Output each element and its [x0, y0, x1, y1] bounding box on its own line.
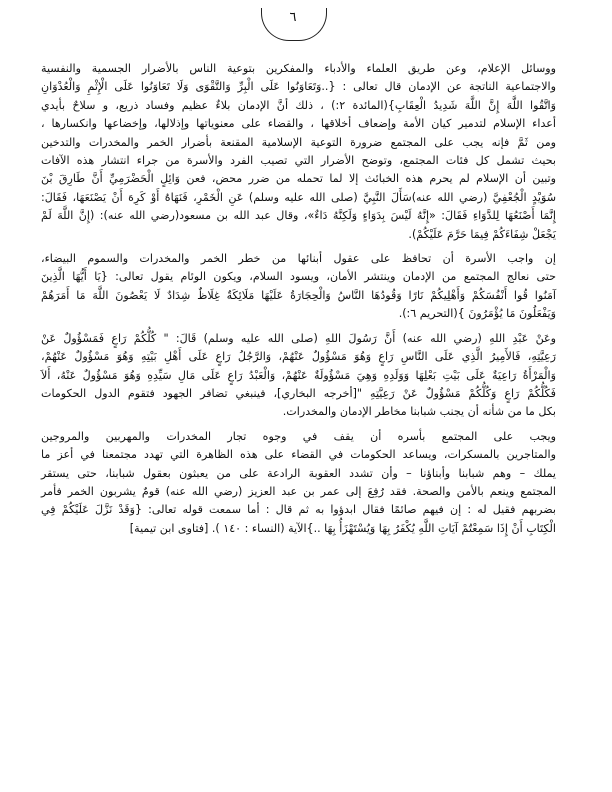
text-line: ويجب على المجتمع بأسره أن يقف في وجوه تجار المخدرات والمهربين والمروجين: [41, 429, 556, 443]
text-line: سُوَيْدٍ الْجُعْفِيَّ (رضي الله عنه)سَأَلَ النَّبِيَّ (صلى الله عليه وسلم) عَنِ الْخَمْرِ، فَنَهَاهُ أَوْ كَرِهَ أَنْ يَصْنَعَهَا، فَقَالَ:: [41, 190, 556, 204]
text-line: ووسائل الإعلام، وعن طريق العلماء والأدباء والمفكرين بتوعية الناس بالأضرار الجسمية والنفسية: [41, 62, 556, 75]
page-number: ٦: [289, 10, 297, 25]
text-line: آمَنُوا قُوا أَنْفُسَكُمْ وَأَهْلِيكُمْ نَارًا وَقُودُهَا النَّاسُ وَالْحِجَارَةُ عَلَيْهَا مَلَائِكَةٌ غِلَاظٌ شِدَادٌ لَا يَعْصُونَ اللَّهَ مَا أَمَرَهُمْ: [41, 288, 556, 302]
text-line: بحيث تشمل كل فئات المجتمع، وتوضح الأضرار التي تصيب الفرد والأسرة من جراء انتشار هذه الآفات: [41, 154, 556, 168]
paragraph-1: [41, 60, 572, 244]
text-line: إن واجب الأسرة أن تحافظ على عقول أبنائها من خطر الخمر والمخدرات والسموم البيضاء،: [41, 252, 556, 266]
text-line: وَالْمَرْأَةُ رَاعِيَةٌ عَلَى بَيْتِ بَعْلِهَا وَوَلَدِهِ وَهِيَ مَسْؤُولَةٌ عَنْهُمْ، وَالْعَبْدُ رَاعٍ عَلَى مَالِ سَيِّدِهِ وَهُوَ مَسْؤُولٌ عَنْهُ، أَلاَ: [41, 368, 556, 382]
text-line: رَعِيَّتِهِ، فَالأَمِيرُ الَّذِي عَلَى النَّاسِ رَاعٍ وَهُوَ مَسْؤُولٌ عَنْهُمْ، وَالرَّجُلُ رَاعٍ عَلَى أَهْلِ بَيْتِهِ وَهُوَ مَسْؤُولٌ عَنْهُمْ،: [41, 350, 556, 364]
text-line: يَجْعَلْ شِفَاءَكُمْ فِيمَا حَرَّمَ عَلَيْكُمْ).: [408, 227, 556, 241]
text-line: وعَنْ عَبْدِ اللهِ (رضي الله عنه) أَنَّ رَسُولَ اللهِ (صلى الله عليه وسلم) قَالَ: " كُلُّكُمْ رَاعٍ فَمَسْؤُولٌ عَنْ: [41, 331, 556, 345]
text-line: حتى نعالج المجتمع من الإدمان وينتشر الأمان، ويسود السلام، ويكون الوئام يقول تعالى: {يَا أَيُّهَا الَّذِينَ: [41, 270, 556, 284]
text-line: وتبين أن الإسلام لم يحرم هذه الخبائث إلا لما تحمله من ضرر محض، فعن وَائِلٍ الْحَضْرَمِيِّ أَنَّ طَارِقَ بْنَ: [41, 172, 556, 186]
text-line: وَاتَّقُوا اللَّهَ إِنَّ اللَّهَ شَدِيدُ الْعِقَابِ}(المائدة ٢:) ، ذلك أنَّ الإدمان بلاءٌ عظيم وفساد ذريع، و سلاحٌ بأيدي: [41, 98, 556, 112]
text-line: يملك – وهم شبابنا وأبناؤنا – وأن تشدد العقوبة الرادعة على من يعبثون بعقول شبابنا، حتى يستقر: [41, 466, 556, 480]
text-line: بكل ما من شأنه أن يجنب شبابنا مخاطر الإدمان والمخدرات.: [282, 405, 556, 419]
text-line: إِنَّمَا أَصْنَعُهَا لِلدَّوَاءِ فَقَالَ: «إِنَّهُ لَيْسَ بِدَوَاءٍ وَلَكِنَّهُ دَاءٌ»، وقال عبد الله بن مسعود(رضي الله عنه): (إِنَّ اللَّهَ لَمْ: [41, 209, 556, 223]
text-line: أعداء الإسلام لتدمير كيان الأمة وإضعاف أخلاقها ، والقضاء على معنوياتها وإذلالها، وإخضاعها وانكسارها ،: [41, 117, 556, 131]
body-text: [41, 60, 572, 544]
text-line: والمتاجرين بالمسكرات، ويساعد الحكومات في القضاء على هذه الظاهرة التي تهدد مجتمعنا في أعز ما: [41, 448, 556, 462]
text-line: وَيَفْعَلُونَ مَا يُؤْمَرُونَ }(التحريم ٦:).: [398, 307, 556, 321]
text-line: المجتمع وينعم بالأمن والصحة. فقد رُفِعَ إلى عمر بن عبد العزيز (رضي الله عنه) قومٌ يشربون الخمر فأمر: [41, 484, 556, 498]
text-line: فَكُلُّكُمْ رَاعٍ وَكُلُّكُمْ مَسْؤُولٌ عَنْ رَعِيَّتِهِ "[أخرجه البخاري]، فينبغي تضافر الجهود فتقوم الدول الحكومات: [41, 386, 556, 400]
paragraph-3: [41, 330, 572, 422]
paragraph-4: [41, 428, 572, 538]
text-line: الْكِتَابِ أَنْ إِذَا سَمِعْتُمْ آيَاتِ اللَّهِ يُكْفَرُ بِهَا وَيُسْتَهْزَأُ بِهَا ..}الآية (النساء : ١٤٠ ). [فتاوى ابن تيمية]: [129, 521, 556, 535]
text-line: بضربهم فقيل له : إن فيهم صائمًا فقال ابدؤوا به ثم قال : أما سمعت قوله تعالى: {وَقَدْ نَزَّلَ عَلَيْكُمْ فِي: [41, 503, 556, 517]
text-line: والاجتماعية الناتجة عن الإدمان قال تعالى : {..وَتَعَاوَنُوا عَلَى الْبِرِّ وَالتَّقْوَى وَلَا تَعَاوَنُوا عَلَى الْإِثْمِ وَالْعُدْوَانِ: [41, 80, 556, 94]
paragraph-2: [41, 250, 572, 324]
text-line: ومن ثَمَّ فإنه يجب على المجتمع ضرورة التوعية الإسلامية المقنعة بأضرار الخمر والمخدرات والتدخين: [41, 135, 556, 149]
